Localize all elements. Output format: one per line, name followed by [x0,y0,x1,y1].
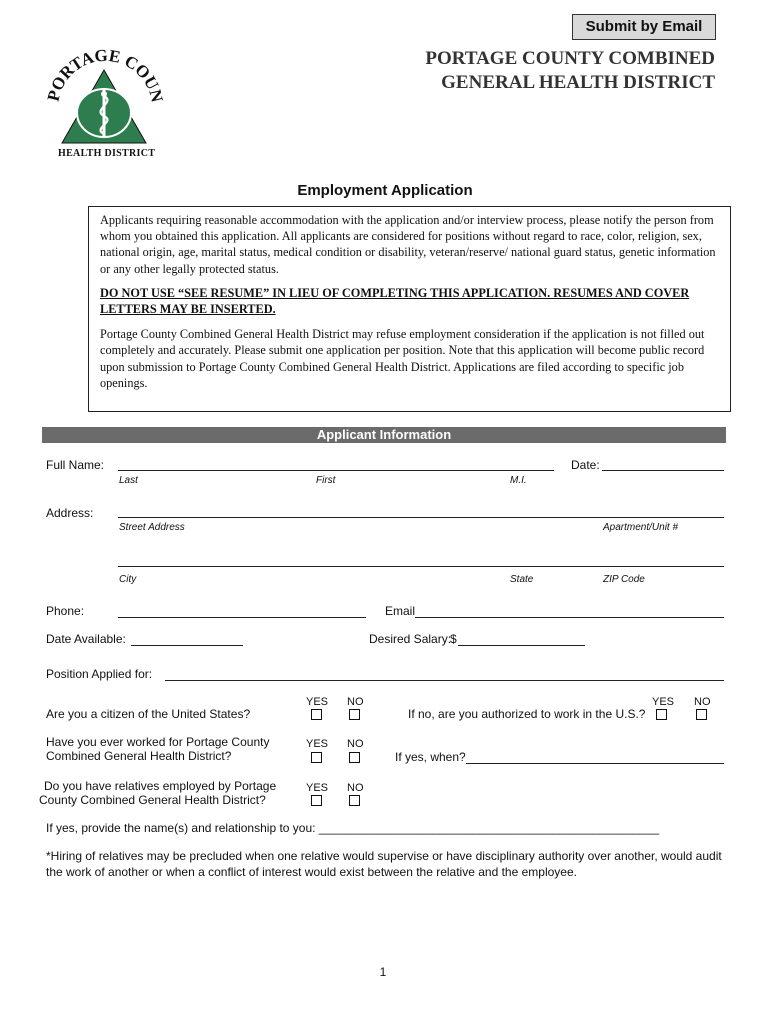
date-label: Date: [571,458,600,472]
relatives-names-field[interactable]: If yes, provide the name(s) and relationship to you: ___________________________________________________ [46,821,660,835]
position-input[interactable] [165,680,724,681]
street-address-sublabel: Street Address [119,522,185,533]
desired-salary-label: Desired Salary: [369,632,452,646]
worked-yes-label: YES [306,738,329,750]
health-district-logo [44,48,164,163]
logo-subtext: HEALTH DISTRICT [58,148,156,159]
dollar-sign: $ [450,632,457,646]
authorized-question: If no, are you authorized to work in the U.S.? [408,707,646,721]
notice-box [88,206,731,412]
org-name-line-2: GENERAL HEALTH DISTRICT [441,72,715,93]
citizen-no-checkbox[interactable] [349,709,360,720]
notice-accommodation: Applicants requiring reasonable accommodation with the application and/or interview process, please notify the person from whom you obtained this application. All applicants are considered for positions without regard to race, color, religion, sex, national origin, age, marital status, medical condition or disability, veteran/reserve/ national guard status, genetic information or any other legally protected status. [100,213,716,276]
apartment-sublabel: Apartment/Unit # [603,522,679,533]
email-input[interactable] [415,617,724,618]
middle-initial-sublabel: M.I. [510,475,527,486]
phone-input[interactable] [118,617,366,618]
relatives-yes-label: YES [306,782,329,794]
last-name-sublabel: Last [119,475,138,486]
worked-no-checkbox[interactable] [349,752,360,763]
logo-arc-text: PORTAGE COU [44,48,163,104]
citizen-yes-label: YES [306,696,329,708]
worked-question-line-1: Have you ever worked for Portage County [46,735,270,749]
if-yes-when-label: If yes, when? [395,750,466,764]
section-header-applicant-info: Applicant Information [42,427,726,443]
authorized-yes-checkbox[interactable] [656,709,667,720]
relatives-question-line-2: County Combined General Health District? [39,793,266,807]
authorized-yes-label: YES [652,696,675,708]
relatives-no-label: NO [347,782,364,794]
worked-no-label: NO [347,738,364,750]
state-sublabel: State [510,574,534,585]
position-label: Position Applied for: [46,667,153,681]
relatives-yes-checkbox[interactable] [311,795,322,806]
city-state-zip-input[interactable] [118,566,724,567]
form-title: Employment Application [297,182,473,199]
first-name-sublabel: First [316,475,336,486]
org-name-line-1: PORTAGE COUNTY COMBINED [425,48,715,69]
notice-public-record: Portage County Combined General Health District may refuse employment consideration if the application is not filled out completely and accurately. Please submit one application per position. Note that this application will become public record upon submission to Portage County Combined General Health District. Applications are filed according to specific job openings. [100,327,705,390]
date-input[interactable] [602,470,724,471]
hiring-relatives-note: *Hiring of relatives may be precluded when one relative would supervise or have disciplinary authority over another, would audit the work of another or when a conflict of interest would exist between the relative and the employee. [46,849,722,879]
citizen-no-label: NO [347,696,364,708]
if-yes-when-input[interactable] [466,763,724,764]
page-number: 1 [379,965,387,979]
date-available-label: Date Available: [46,632,126,646]
address-label: Address: [46,506,94,520]
full-name-label: Full Name: [46,458,105,472]
submit-by-email-button[interactable]: Submit by Email [572,14,716,40]
date-available-input[interactable] [131,645,243,646]
citizen-yes-checkbox[interactable] [311,709,322,720]
desired-salary-input[interactable] [458,645,585,646]
citizen-question: Are you a citizen of the United States? [46,707,251,721]
phone-label: Phone: [46,604,85,618]
full-name-input[interactable] [118,470,554,471]
relatives-question-line-1: Do you have relatives employed by Portage [44,779,277,793]
email-label: Email [385,604,416,618]
authorized-no-checkbox[interactable] [696,709,707,720]
authorized-no-label: NO [694,696,711,708]
zip-sublabel: ZIP Code [603,574,645,585]
worked-yes-checkbox[interactable] [311,752,322,763]
worked-question-line-2: Combined General Health District? [46,749,232,763]
street-address-input[interactable] [118,517,724,518]
notice-resume-warning: DO NOT USE “SEE RESUME” IN LIEU OF COMPLETING THIS APPLICATION. RESUMES AND COVER LETTERS MAY BE INSERTED. [100,285,690,317]
city-sublabel: City [119,574,137,585]
relatives-no-checkbox[interactable] [349,795,360,806]
